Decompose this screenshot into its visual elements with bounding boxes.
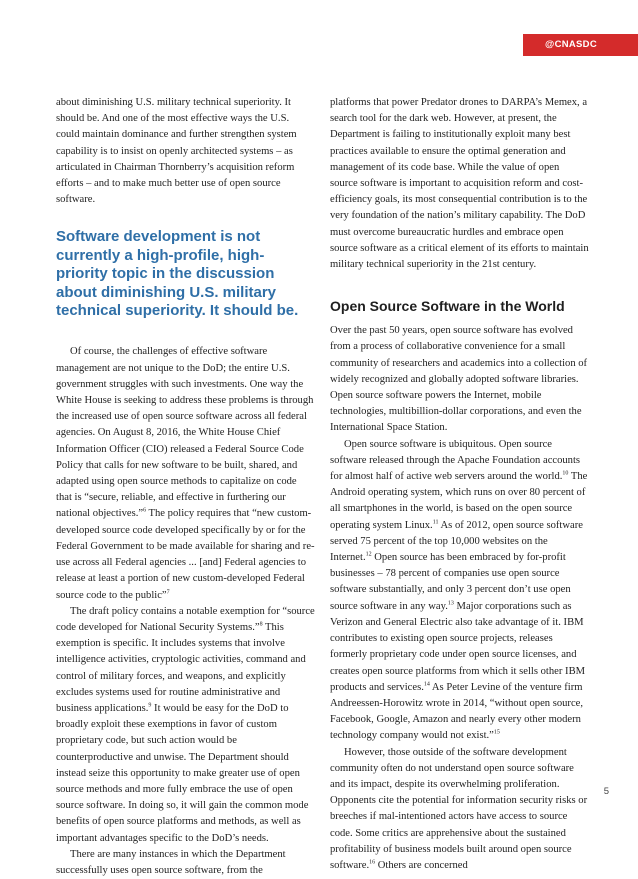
paragraph: about diminishing U.S. military technical superiority. It should be. And one of the most effective ways the U.S. could maintain dominance and further strengthen system capability is to insist on openly architected systems – as articulated in Chairman Thornberry’s acquisition reform efforts – and to make much better use of open source software. (56, 97, 297, 206)
page-number: 5 (603, 786, 609, 797)
footnote-ref: 15 (493, 729, 500, 736)
footnote-ref: 6 (143, 507, 147, 514)
paragraph: Open source software is ubiquitous. Open source software released through the Apache Foundation accounts for almost half of active web servers around the world.$^{10}$ The Android operating system, which runs on over 80 percent of all smartphones in the world, is based on the open source operating system Linux.$^{11}$ As of 2012, open source software served 75 percent of the top 10,000 websites on the Internet.$^{12}$ Open source has been embraced by for-profit businesses – 78 percent of companies use open source software substantially, and only 3 percent don’t use open source software in any way.$^{13}$ Major corporations such as Verizon and General Electric also take advantage of it. IBM contributes to existing open source projects, releases formerly proprietary code under open source licenses, and creates open source platforms from which it sells other IBM products and services.$^{14}$ As Peter Levine of the venture firm Andreessen-Horowitz wrote in 2014, “without open source, Facebook, Google, Amazon and nearly every other modern technology company would not exist.”$^{15}$ (330, 438, 588, 742)
footnote-ref: 8 (259, 621, 263, 628)
footnote-ref: 13 (447, 600, 454, 607)
left-column (56, 95, 315, 879)
footnote-ref: 16 (369, 859, 376, 866)
footnote-ref: 11 (432, 519, 439, 526)
paragraph: platforms that power Predator drones to DARPA’s Memex, a search tool for the dark web. However, at present, the Department is failing to institutionally exploit many best practices available to ensure the optimal generation and management of its code base. While the value of open source software is important to acquisition reform and cost-efficiency goals, its most consequential contribution is to the very foundation of the nation’s military capability. The DoD must overcome bureaucratic hurdles and embrace open source software as a critical element of its efforts to maintain military technical superiority in the 21st century. (330, 97, 589, 271)
section-heading: Open Source Software in the World (330, 298, 565, 315)
right-column (330, 95, 589, 874)
paragraph: The draft policy contains a notable exemption for “source code developed for National Security Systems.”$^8$ This exemption is specific. It includes systems that involve intelligence activities, cryptologic activities, command and control of military forces, and weapons, and explicitly excludes systems used for routine administrative and business applications.$^9$ It would be easy for the DoD to broadly exploit these exemptions in favor of custom proprietary code, but such action would be counterproductive and unwise. The Department should instead seize this opportunity to make greater use of open source methods and more fully embrace the use of open source software. In doing so, it will gain the common mode benefits of open source platforms and methods, as well as important advantages specific to the DoD’s needs. (56, 605, 315, 844)
footnote-ref: 12 (365, 551, 372, 558)
footnote-ref: 10 (562, 470, 569, 477)
twitter-handle-tag: @CNASDC (523, 34, 638, 56)
pull-quote: Software development is not currently a high-profile, high-priority topic in the discussion about diminishing U.S. military technical superiority. It should be. (56, 228, 299, 320)
paragraph: However, those outside of the software development community often do not understand open source software and its impact, despite its overwhelming proliferation. Opponents cite the potential for information security risks or breeches if mal-intentioned actors have access to source code. Some critics are apprehensive about the sustained profitability of business models built around open source software.$^{16}$ Others are concerned (330, 746, 588, 871)
paragraph: Over the past 50 years, open source software has evolved from a process of collaborative convenience for a small community of researchers and academics into a collection of widely recognized and globally adopted software libraries. Open source software powers the Internet, mobile technologies, multibillion-dollar corporations, and even the International Space Station. (330, 325, 588, 434)
paragraph: Of course, the challenges of effective software management are not unique to the DoD; the entire U.S. government struggles with such investments. One way the White House is seeking to address these problems is through the increased use of open source software across all federal agencies. On August 8, 2016, the White House Chief Information Officer (CIO) released a Federal Source Code Policy that calls for new software to be built, shared, and adapted using open source methods to capitalize on code that is “secure, reliable, and effective in furthering our national objectives.”$^6$ The policy requires that “new custom-developed source code developed specifically by or for the Federal Government to be made available for sharing and re-use across all Federal agencies ... [and] Federal agencies to release at least a portion of new custom-developed Federal source code to the public”$^7$ (56, 346, 315, 601)
footnote-ref: 7 (166, 588, 170, 595)
paragraph: There are many instances in which the Department successfully uses open source software, from the (56, 848, 286, 876)
footnote-ref: 14 (423, 681, 430, 688)
footnote-ref: 9 (148, 702, 152, 709)
